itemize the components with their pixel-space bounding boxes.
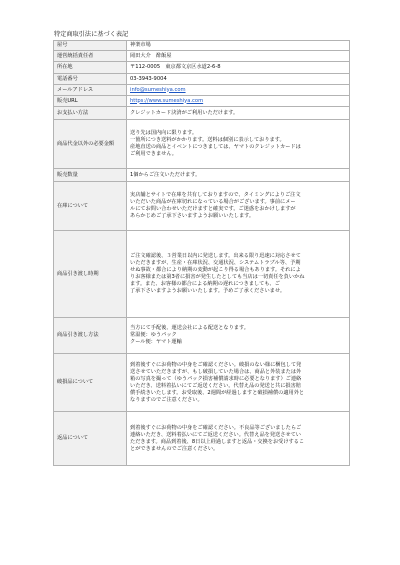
row-value-line: りお客様または第3者に損害が発生したとしても当店は一切責任を負いかね: [130, 274, 305, 280]
row-value-line: 岡田大介 酢飯屋: [130, 52, 172, 59]
row-value-lines: [130, 130, 346, 158]
row-label: 商品引き渡し方法: [54, 318, 127, 354]
row-value-line: 常温便：ゆうパック: [130, 332, 177, 338]
row-label: メールアドレス: [54, 85, 127, 96]
row-value-lines: [130, 192, 346, 220]
row-label: 返品について: [54, 412, 127, 466]
row-value: [127, 96, 350, 107]
legal-notice-table-body: [54, 41, 350, 466]
row-label: 在庫について: [54, 182, 127, 231]
table-row: [54, 96, 350, 107]
table-row: [54, 120, 350, 169]
row-value: [127, 85, 350, 96]
row-value-line: いただき、送料着払いにてご返送ください。代替え品の発送と共に損害賠: [130, 382, 301, 389]
row-value-line: 実店舗とサイトで在庫を共有しておりますので、タイミングによりご注文: [130, 192, 301, 198]
row-value: [127, 41, 350, 51]
row-value-line: クール便：ヤマト運輸: [130, 339, 182, 345]
row-value-line: せぬ事故・都合により納期の変動が起こり得る場合もあります。それによ: [130, 267, 301, 273]
row-value-line: 産地直送の商品とイベントにつきましては、ヤマトのクレジットカードは: [130, 144, 301, 150]
table-row: [54, 85, 350, 96]
table-row: [54, 107, 350, 120]
row-value-lines: [130, 53, 346, 60]
row-value-lines: [130, 87, 346, 94]
row-value-line: 当方にて手配後、運送会社による配送となります。: [130, 325, 249, 331]
row-label: 商品代金以外の必要金額: [54, 120, 127, 169]
row-value-line: クレジットカード決済がご利用いただけます。: [130, 109, 239, 116]
table-row: [54, 354, 350, 412]
row-value-line: いただいた商品が在庫切れになっている場合がございます。事前にメー: [130, 199, 296, 205]
row-value: [127, 318, 350, 354]
row-label: お支払い方法: [54, 107, 127, 120]
row-value-line: 償手続きいたします。お受取後、2週間が経過しますと破損補償の適用外と: [130, 389, 305, 396]
row-label: 販売数量: [54, 169, 127, 182]
row-value-line: ルにてお問い合わせいただけますと確実です。ご迷惑をおかけしますが: [130, 206, 296, 212]
row-value-line: 03-3943-9004: [130, 75, 167, 82]
table-row: [54, 182, 350, 231]
table-row: [54, 169, 350, 182]
row-value-line: 到着後すぐにお荷物の中身をご確認ください。破損のない様に梱包して発: [130, 361, 302, 368]
row-label: 破損品について: [54, 354, 127, 412]
row-value: [127, 62, 350, 74]
row-value-lines: [130, 172, 346, 179]
row-value-line: 送り先は国内向に限ります。: [130, 130, 198, 136]
row-label: 所在地: [54, 62, 127, 74]
row-label: 販売URL: [54, 96, 127, 107]
row-value: [127, 107, 350, 120]
row-value-lines: [130, 325, 346, 346]
row-value-lines: [130, 110, 346, 117]
row-value-line: 送させていただきますが、もし破損していた場合は、商品と外装または外: [130, 368, 302, 375]
row-value-lines: [130, 64, 346, 71]
row-value-lines: [130, 425, 346, 453]
row-value-line: 連絡いただき、送料着払いにてご返送ください。代替え品を発送させてい: [130, 431, 301, 438]
row-value-lines: [130, 98, 346, 105]
table-row: [54, 74, 350, 85]
row-value-lines: [130, 76, 346, 83]
row-value: [127, 412, 350, 466]
row-value-line: ます。また、お客様の都合による納期の遅れにつきましても、ご: [130, 281, 280, 287]
row-value: [127, 120, 350, 169]
row-value: [127, 182, 350, 231]
row-value-line: 箱の写真を撮って（ゆうパック損害補償請求時に必要となります）ご連絡: [130, 375, 302, 382]
row-value: [127, 169, 350, 182]
row-value: [127, 74, 350, 85]
row-label: 商品引き渡し時期: [54, 231, 127, 318]
row-value-line: 神楽市場: [130, 42, 151, 48]
email-link[interactable]: info@sumeshiya.com: [130, 86, 186, 93]
row-value-line: 了承下さいますようお願いいたします。予めご了承くださいませ。: [130, 288, 286, 294]
row-value-lines: [130, 362, 346, 404]
row-value-line: ご注文確認後、３営業日以内に発送します。出来る限り迅速に対応させて: [130, 253, 301, 259]
row-value-line: あらかじめご了承下さいますようお願いいたします。: [130, 213, 255, 219]
row-value: [127, 51, 350, 62]
table-row: [54, 51, 350, 62]
row-value-lines: [130, 253, 346, 295]
table-row: [54, 231, 350, 318]
row-value-lines: [130, 42, 346, 49]
row-value-line: ただきます。商品到着後、8日以上経過しますと返品・交換をお受けするこ: [130, 438, 305, 445]
row-label: 屋号: [54, 41, 127, 51]
row-value-line: いただきますが、生産・在庫状況、交通状況、システムトラブル等、予期: [130, 260, 301, 266]
row-value: [127, 354, 350, 412]
row-value-line: とができませんのでご注意ください。: [130, 445, 219, 452]
legal-notice-table: [53, 40, 350, 466]
row-value-line: ご利用できません。: [130, 151, 177, 157]
row-value: [127, 231, 350, 318]
row-label: 運営統括責任者: [54, 51, 127, 62]
row-value-line: なりますのでご注意ください。: [130, 396, 203, 403]
row-value-line: 〒112-0005 東京都文京区水道2-6-8: [130, 64, 221, 70]
site-url-link[interactable]: https://www.sumeshiya.com: [130, 97, 204, 104]
row-label: 電話番号: [54, 74, 127, 85]
table-row: [54, 412, 350, 466]
table-row: [54, 41, 350, 51]
table-row: [54, 318, 350, 354]
row-value-line: 1個からご注文いただけます。: [130, 171, 201, 178]
table-row: [54, 62, 350, 74]
page-title: 特定商取引法に基づく表記: [54, 31, 129, 38]
row-value-line: 到着後すぐにお荷物の中身をご確認ください。不良品等ございましたらご: [130, 424, 302, 431]
row-value-line: 一箇所につき送料がかかります。送料は個別に表示しております。: [130, 137, 285, 143]
